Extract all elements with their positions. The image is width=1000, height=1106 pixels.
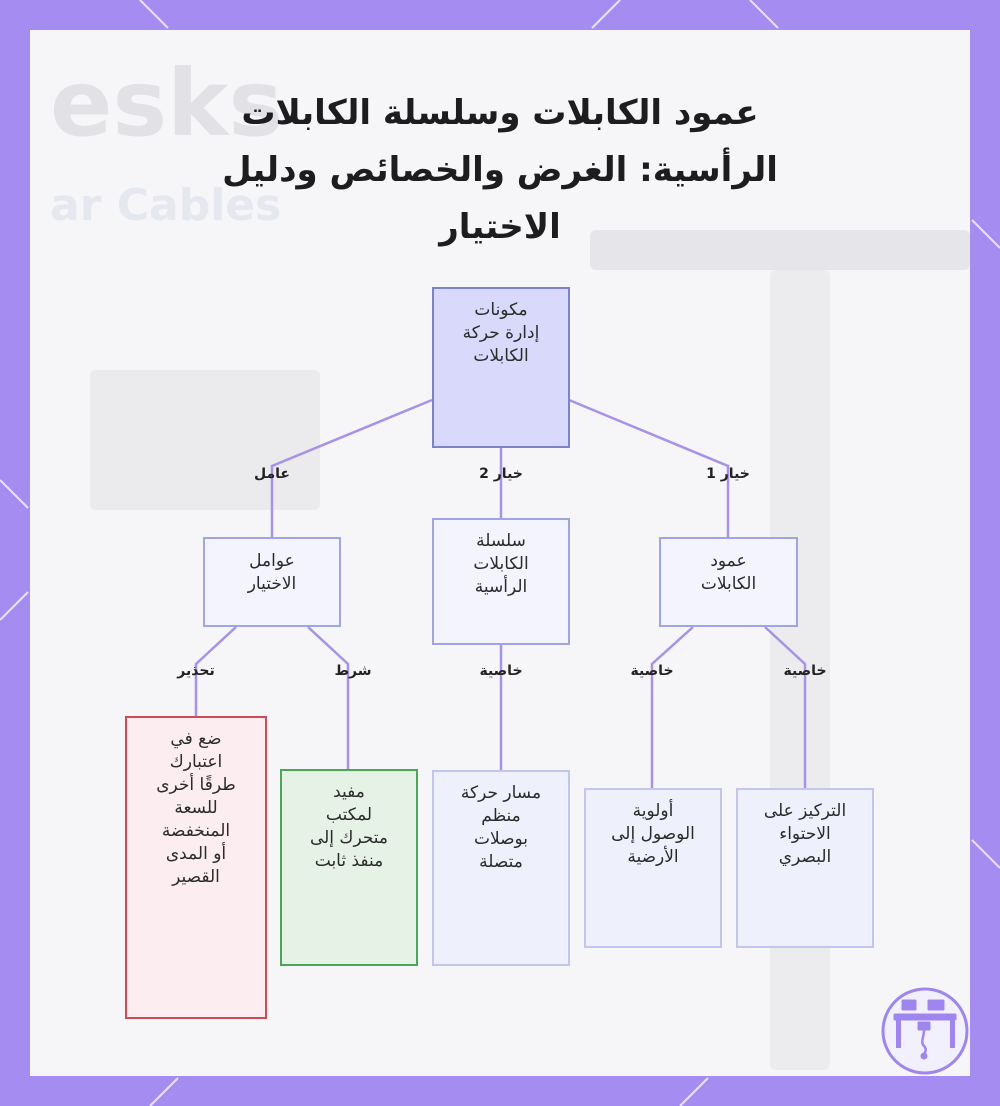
edge-label-factor: عامل bbox=[254, 466, 290, 482]
node-line: الكابلات bbox=[700, 574, 757, 594]
node-line: القصير bbox=[172, 867, 220, 887]
node-line: أولوية bbox=[632, 801, 674, 821]
background-subtitle-text: ar Cables bbox=[50, 180, 282, 231]
node-line: الاحتواء bbox=[779, 824, 831, 844]
node-selection-factors bbox=[203, 537, 341, 627]
node-line: بوصلات bbox=[473, 829, 529, 849]
node-line: أو المدى bbox=[165, 844, 227, 864]
node-line: للسعة bbox=[174, 798, 218, 818]
node-line: التركيز على bbox=[763, 801, 847, 821]
edge-label-option2: خيار 2 bbox=[479, 466, 523, 482]
node-line: الأرضية bbox=[627, 847, 679, 867]
node-visual-containment bbox=[736, 788, 874, 948]
node-line: متصلة bbox=[479, 852, 523, 872]
node-line: منظم bbox=[481, 806, 521, 826]
edge-label-property: خاصية bbox=[783, 663, 827, 679]
node-line: مفيد bbox=[333, 782, 365, 802]
edge-label-property: خاصية bbox=[630, 663, 674, 679]
node-cable-management-components bbox=[432, 287, 570, 448]
edge-label-option1: خيار 1 bbox=[706, 466, 750, 482]
node-line: عمود bbox=[710, 551, 747, 571]
node-line: الكابلات bbox=[473, 554, 529, 574]
edge-spine-visual bbox=[765, 627, 805, 788]
node-line: اعتبارك bbox=[169, 752, 223, 772]
node-line: المنخفضة bbox=[161, 821, 231, 841]
node-line: منفذ ثابت bbox=[314, 851, 384, 871]
node-line: لمكتب bbox=[325, 805, 373, 825]
node-mobile-desk bbox=[280, 769, 418, 966]
node-line: الاختيار bbox=[247, 574, 297, 594]
edge-root-factors bbox=[272, 400, 432, 537]
desk-cable-logo-icon bbox=[880, 986, 970, 1076]
node-line: مسار حركة bbox=[460, 783, 542, 803]
edge-label-condition: شرط bbox=[334, 663, 372, 679]
node-organized-path bbox=[432, 770, 570, 966]
node-line: عوامل bbox=[249, 551, 295, 571]
edge-label-property: خاصية bbox=[479, 663, 523, 679]
title-line: الرأسية: الغرض والخصائص ودليل bbox=[222, 150, 778, 190]
node-line: الوصول إلى bbox=[611, 824, 695, 844]
node-warning-alternatives bbox=[125, 716, 267, 1019]
title-line: الاختيار bbox=[439, 207, 561, 247]
node-line: سلسلة bbox=[476, 531, 526, 551]
node-vertical-cable-chain bbox=[432, 518, 570, 645]
edge-label-warning: تحذير bbox=[177, 663, 215, 679]
node-line: الكابلات bbox=[473, 346, 529, 366]
background-brand-text: esks bbox=[50, 50, 284, 157]
edge-factors-mobile bbox=[308, 627, 348, 769]
title-line: عمود الكابلات وسلسلة الكابلات bbox=[241, 93, 759, 133]
node-line: البصري bbox=[778, 847, 832, 867]
node-line: ضع في bbox=[170, 729, 222, 749]
node-line: إدارة حركة bbox=[462, 323, 540, 343]
edge-spine-floor bbox=[652, 627, 693, 788]
node-line: الرأسية bbox=[474, 577, 528, 597]
node-floor-access bbox=[584, 788, 722, 948]
node-cable-spine bbox=[659, 537, 798, 627]
node-line: مكونات bbox=[474, 300, 528, 320]
node-line: متحرك إلى bbox=[309, 828, 389, 848]
node-line: طرقًا أخرى bbox=[156, 775, 236, 795]
edge-root-spine bbox=[569, 400, 728, 537]
